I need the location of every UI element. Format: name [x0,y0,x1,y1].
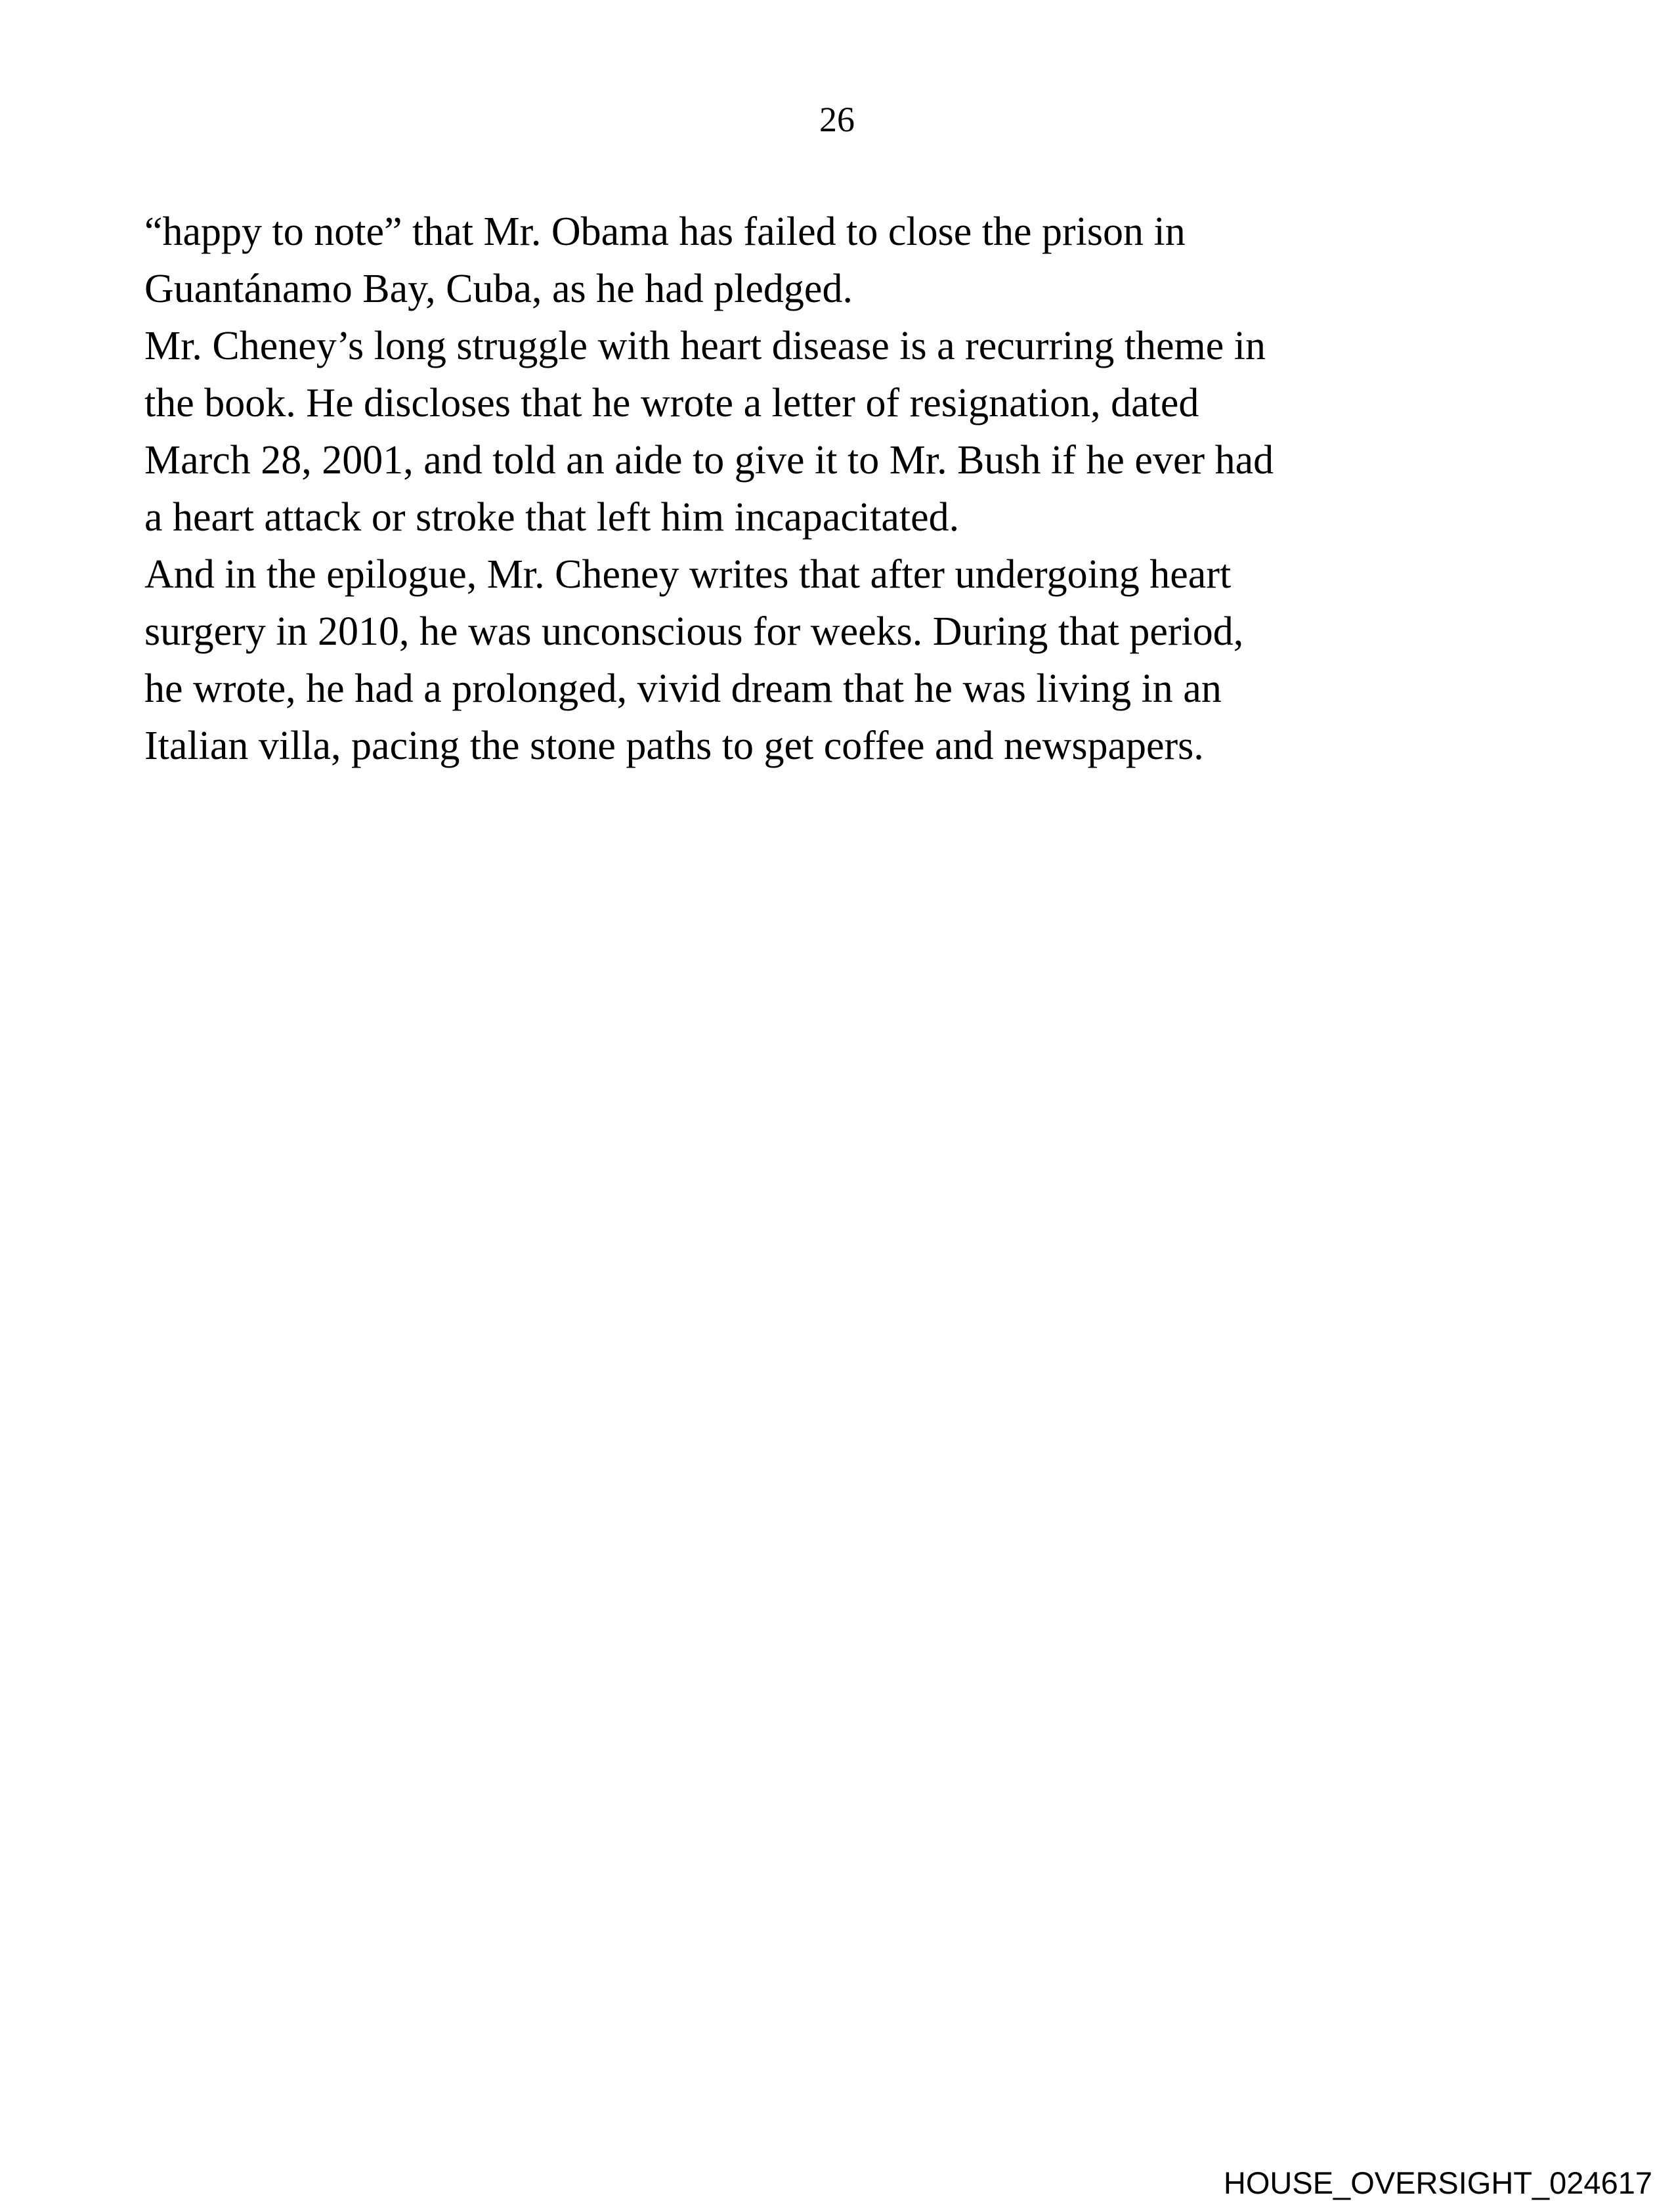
body-line: a heart attack or stroke that left him incapacitated. [144,495,960,540]
body-line: Mr. Cheney’s long struggle with heart disease is a recurring theme in [144,324,1266,368]
body-line: March 28, 2001, and told an aide to give it to Mr. Bush if he ever had [144,438,1274,483]
body-line: And in the epilogue, Mr. Cheney writes that after undergoing heart [144,552,1232,597]
body-line: “happy to note” that Mr. Obama has failed to close the prison in [144,209,1186,254]
bates-number: HOUSE_OVERSIGHT_024617 [1223,2165,1652,2200]
body-line: surgery in 2010, he was unconscious for weeks. During that period, [144,609,1244,654]
body-text-block [144,204,1589,775]
body-line: he wrote, he had a prolonged, vivid dream that he was living in an [144,666,1222,711]
page-number: 26 [819,100,855,139]
body-line: the book. He discloses that he wrote a letter of resignation, dated [144,381,1199,425]
body-line: Guantánamo Bay, Cuba, as he had pledged. [144,267,853,311]
body-line: Italian villa, pacing the stone paths to get coffee and newspapers. [144,724,1204,768]
